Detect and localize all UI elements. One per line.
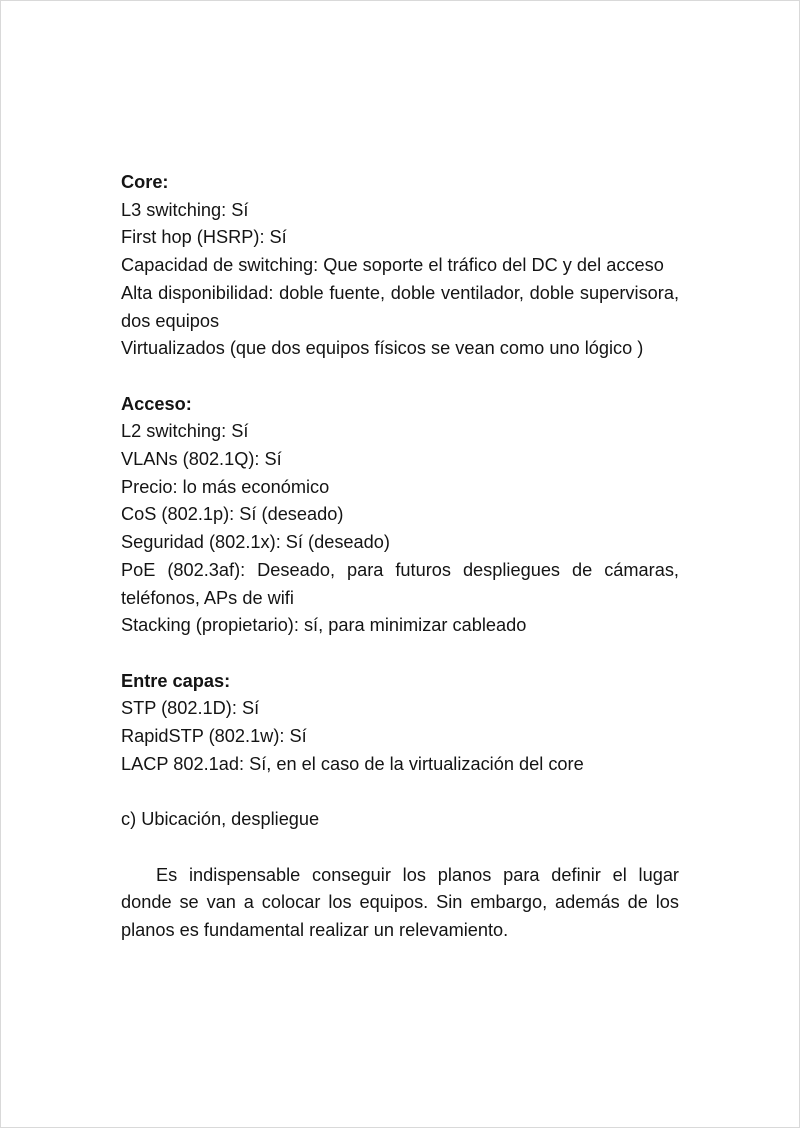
spec-line-poe: PoE (802.3af): Deseado, para futuros despliegues de cámaras, teléfonos, APs de wifi — [121, 559, 679, 608]
spec-line-l3-switching: L3 switching: Sí — [121, 199, 249, 220]
spec-line-first-hop: First hop (HSRP): Sí — [121, 227, 287, 248]
spec-line-stp: STP (802.1D): Sí — [121, 698, 260, 719]
paragraph-relevamiento: Es indispensable conseguir los planos para definir el lugar donde se van a colocar los equipos. Sin embargo, además de los planos es fundamental realizar un relevamiento. — [121, 864, 679, 940]
entre-capas-heading: Entre capas: — [121, 670, 231, 691]
spec-line-vlans: VLANs (802.1Q): Sí — [121, 449, 282, 470]
spec-line-alta-disponibilidad: Alta disponibilidad: doble fuente, doble ventilador, doble supervisora, dos equipos — [121, 282, 679, 331]
acceso-heading: Acceso: — [121, 393, 192, 414]
subheading-ubicacion-despliegue: c) Ubicación, despliegue — [121, 809, 320, 830]
spec-line-virtualizados: Virtualizados (que dos equipos físicos se vean como uno lógico ) — [121, 338, 644, 359]
section-entre-capas — [121, 668, 679, 779]
spec-line-capacidad: Capacidad de switching: Que soporte el tráfico del DC y del acceso — [121, 255, 664, 276]
spec-line-cos: CoS (802.1p): Sí (deseado) — [121, 504, 344, 525]
spec-line-lacp: LACP 802.1ad: Sí, en el caso de la virtualización del core — [121, 753, 584, 774]
section-acceso — [121, 391, 679, 640]
spec-line-stacking: Stacking (propietario): sí, para minimizar cableado — [121, 615, 527, 636]
page-content — [1, 1, 799, 1127]
spec-line-rapidstp: RapidSTP (802.1w): Sí — [121, 726, 307, 747]
spec-line-seguridad: Seguridad (802.1x): Sí (deseado) — [121, 532, 390, 553]
spec-line-precio: Precio: lo más económico — [121, 476, 330, 497]
section-core — [121, 169, 679, 363]
spec-line-l2-switching: L2 switching: Sí — [121, 421, 249, 442]
core-heading: Core: — [121, 172, 169, 192]
